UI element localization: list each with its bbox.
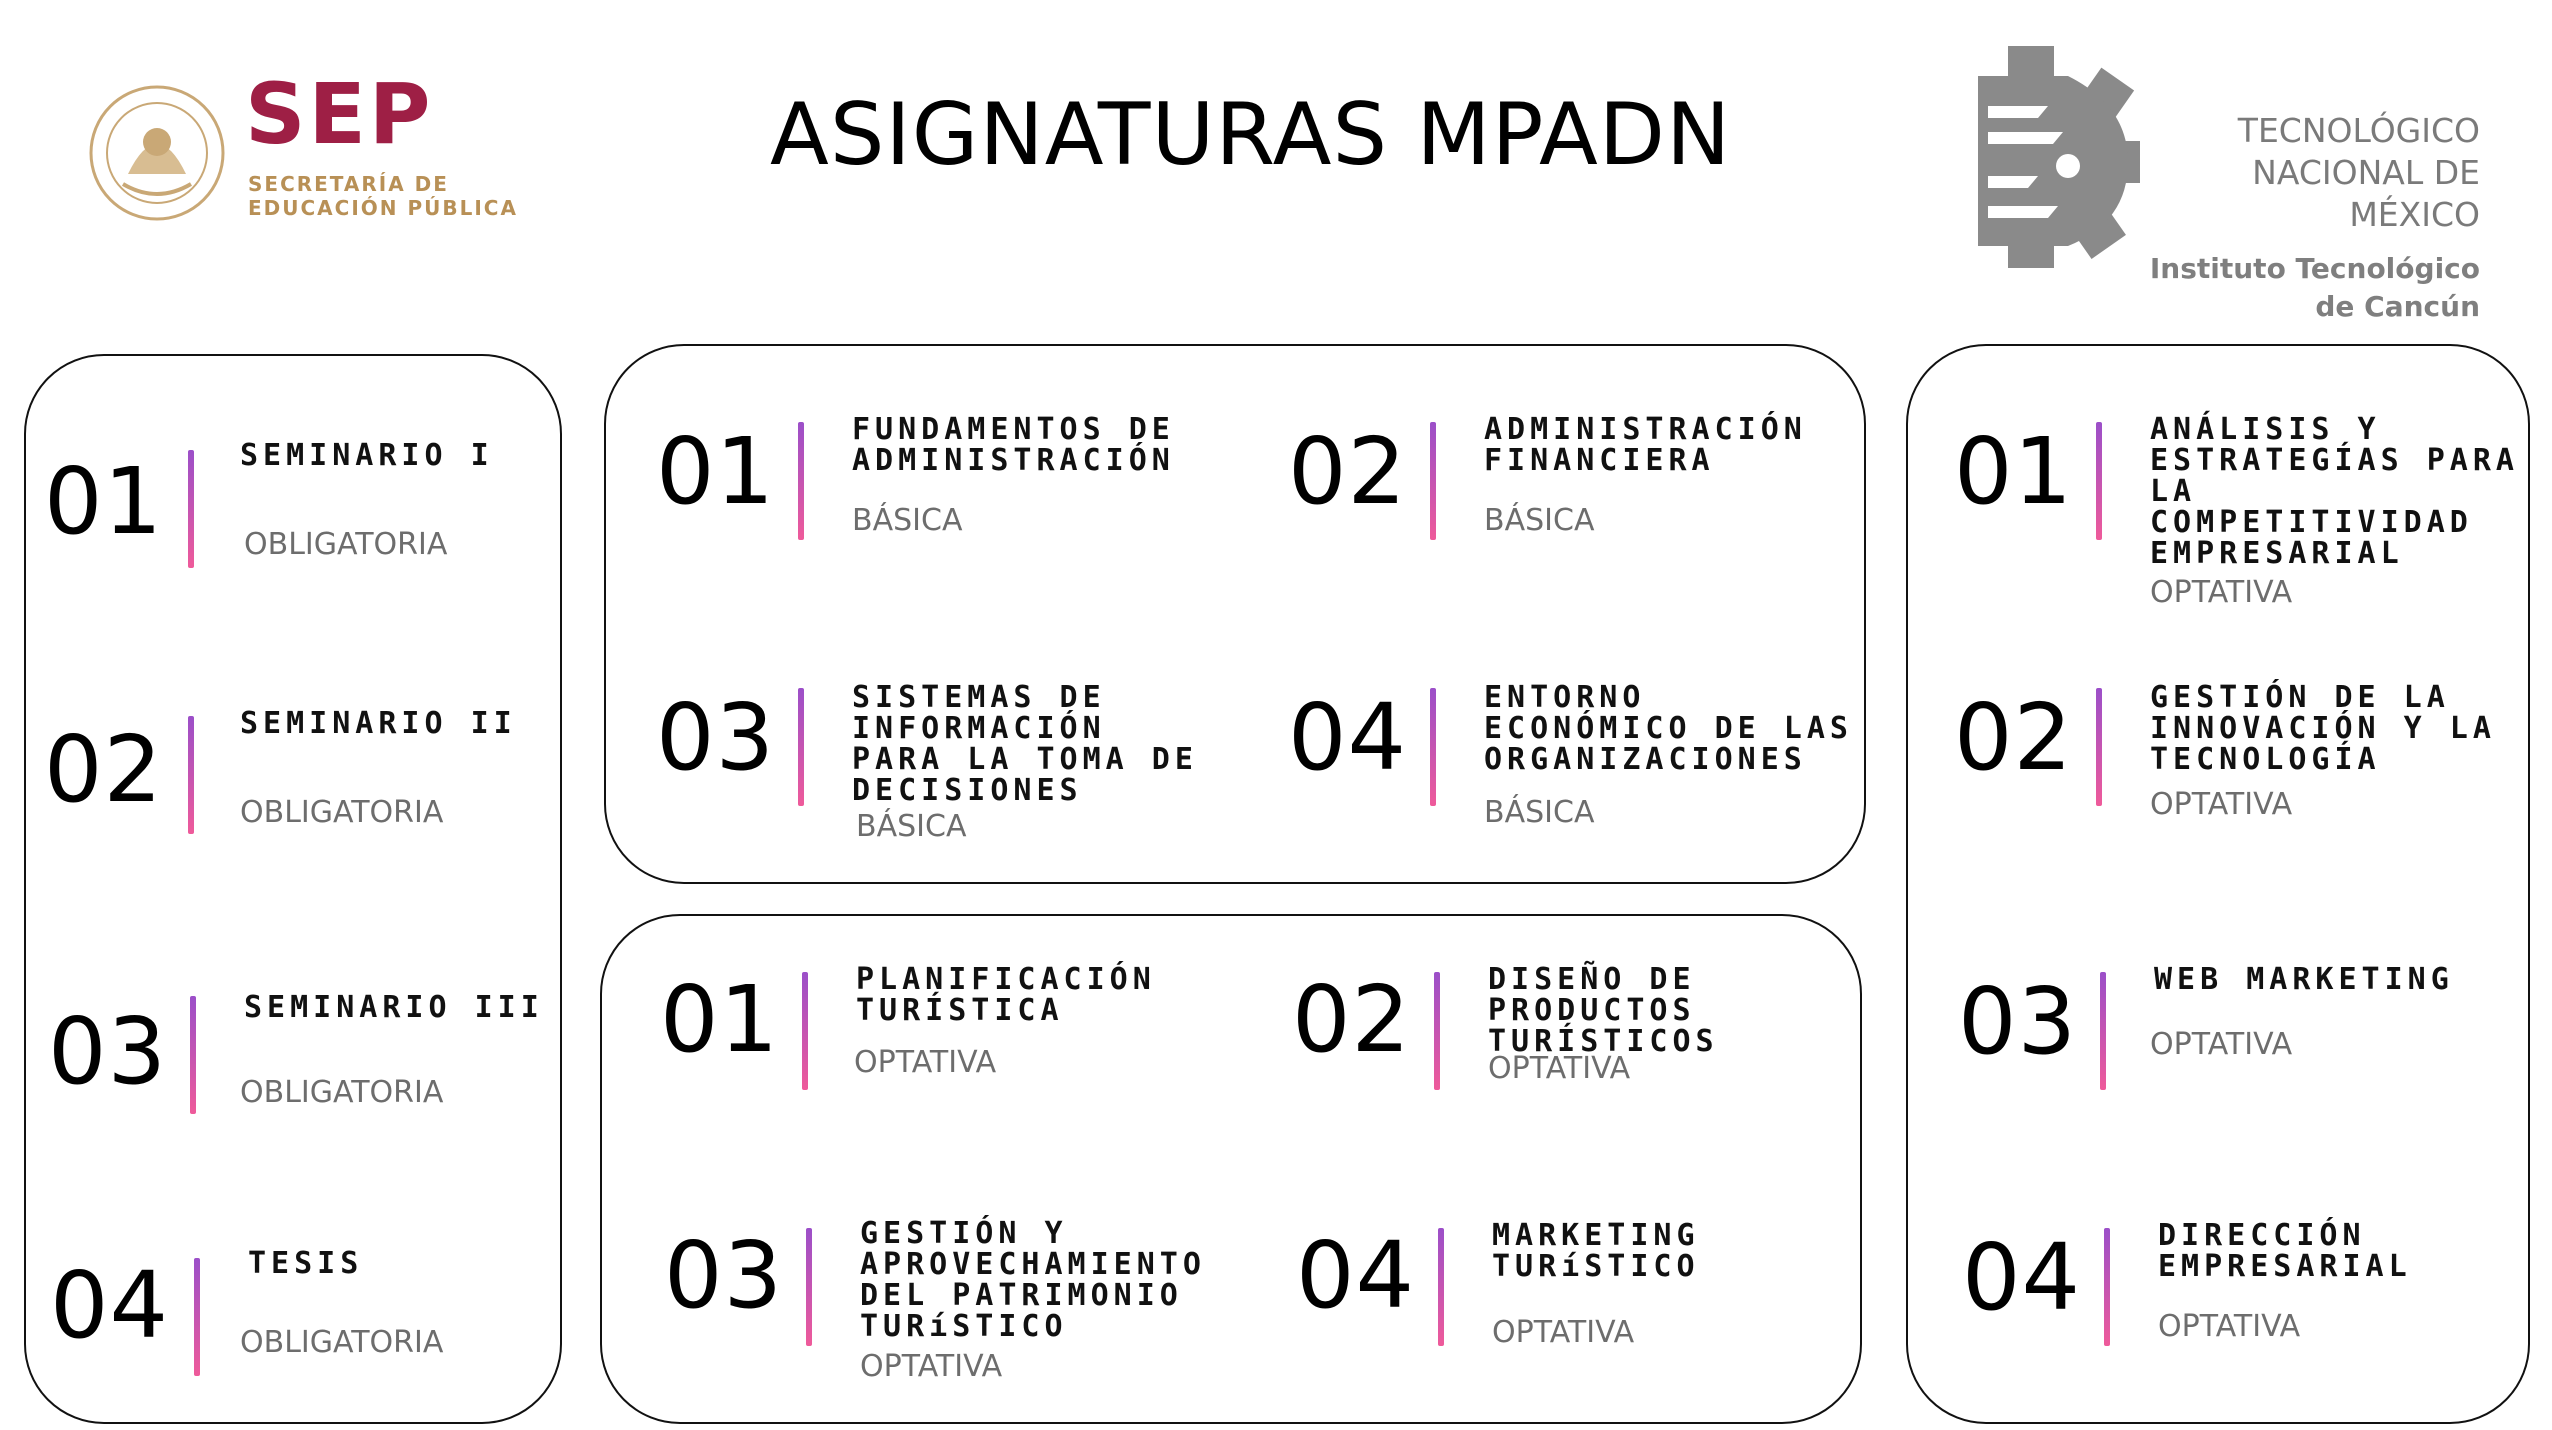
accent-bar: [188, 450, 194, 568]
subject-type: OPTATIVA: [2158, 1309, 2301, 1344]
accent-bar: [194, 1258, 200, 1376]
subject-number: 04: [1296, 1222, 1416, 1329]
accent-bar: [1438, 1228, 1444, 1346]
subject-name: [852, 414, 1175, 476]
subject-number: 02: [1288, 418, 1408, 525]
subject-name-line: ANÁLISIS Y: [2150, 412, 2381, 447]
subject-name-line: INFORMACIÓN: [852, 711, 1106, 746]
subject-name: [860, 1218, 1206, 1342]
subject-type: BÁSICA: [856, 809, 967, 844]
accent-bar: [2104, 1228, 2110, 1346]
subject-name-line: ESTRATEGÍAS PARA: [2150, 443, 2519, 478]
subject-name-line: TURíSTICO: [1492, 1249, 1700, 1284]
subject-type: OPTATIVA: [860, 1349, 1003, 1384]
subject-number: 02: [44, 716, 164, 823]
subject-type: OPTATIVA: [2150, 575, 2293, 610]
sep-logo-word: SEP: [245, 65, 434, 163]
sep-logo-line1: SECRETARÍA DE: [248, 172, 449, 196]
sep-logo-line2: EDUCACIÓN PÚBLICA: [248, 196, 518, 220]
subject-name-line: GESTIÓN DE LA: [2150, 680, 2450, 715]
subject-number: 01: [656, 418, 776, 525]
accent-bar: [802, 972, 808, 1090]
subject-name-line: FINANCIERA: [1484, 443, 1715, 478]
subject-number: 02: [1292, 966, 1412, 1073]
subject-name: TESIS: [248, 1246, 364, 1281]
accent-bar: [798, 688, 804, 806]
subject-name: SEMINARIO I: [240, 438, 494, 473]
subject-number: 02: [1954, 684, 2074, 791]
subject-name: [2150, 682, 2496, 775]
subject-number: 04: [1962, 1224, 2082, 1331]
subject-name: [856, 964, 1156, 1026]
subject-type: BÁSICA: [1484, 795, 1595, 830]
subject-name-line: PLANIFICACIÓN: [856, 962, 1156, 997]
subject-name: [1488, 964, 1719, 1057]
subject-name: [1492, 1220, 1700, 1282]
subject-name: SEMINARIO II: [240, 706, 517, 741]
accent-bar: [1430, 422, 1436, 540]
accent-bar: [2096, 422, 2102, 540]
subject-type: OPTATIVA: [2150, 787, 2293, 822]
subject-name: [852, 682, 1198, 806]
institute-name-line1: Instituto Tecnológico: [2149, 252, 2480, 285]
subject-name: [1484, 682, 1853, 775]
subject-number: 03: [1958, 968, 2078, 1075]
accent-bar: [2096, 688, 2102, 806]
subject-number: 04: [1288, 684, 1408, 791]
sep-seal-logo: [88, 84, 226, 222]
subject-name-line: TURíSTICO: [860, 1309, 1068, 1344]
subject-name-line: SISTEMAS DE: [852, 680, 1106, 715]
accent-bar: [798, 422, 804, 540]
tecnm-name-line2: NACIONAL DE MÉXICO: [2252, 153, 2480, 234]
subject-name-line: PRODUCTOS: [1488, 993, 1696, 1028]
subject-number: 01: [660, 966, 780, 1073]
subject-name-line: ECONÓMICO DE LAS: [1484, 711, 1853, 746]
subject-name-line: TURÍSTICA: [856, 993, 1064, 1028]
subject-name-line: GESTIÓN Y: [860, 1216, 1068, 1251]
subject-name-line: INNOVACIÓN Y LA: [2150, 711, 2496, 746]
subject-type: OBLIGATORIA: [240, 1325, 444, 1360]
subject-name-line: TECNOLOGÍA: [2150, 742, 2381, 777]
subject-type: OBLIGATORIA: [244, 527, 448, 562]
subject-type: BÁSICA: [852, 503, 963, 538]
subject-name-line: DECISIONES: [852, 773, 1083, 808]
tecnm-name-line1: TECNOLÓGICO: [2237, 111, 2480, 150]
subject-type: OPTATIVA: [854, 1045, 997, 1080]
institute-name-line2: de Cancún: [2315, 290, 2480, 323]
subject-name-line: EMPRESARIAL: [2158, 1249, 2412, 1284]
subject-name-line: TURÍSTICOS: [1488, 1024, 1719, 1059]
subject-type: BÁSICA: [1484, 503, 1595, 538]
subject-name-line: LA: [2150, 474, 2197, 509]
subject-name: [2154, 964, 2454, 995]
subject-name-line: ORGANIZACIONES: [1484, 742, 1807, 777]
subject-name: SEMINARIO III: [244, 990, 544, 1025]
subject-name-line: ADMINISTRACIÓN: [1484, 412, 1807, 447]
subject-name: [2150, 414, 2519, 569]
subject-type: OPTATIVA: [1492, 1315, 1635, 1350]
subject-name: [1484, 414, 1807, 476]
accent-bar: [1430, 688, 1436, 806]
accent-bar: [190, 996, 196, 1114]
subject-name-line: DISEÑO DE: [1488, 962, 1696, 997]
subject-name-line: DIRECCIÓN: [2158, 1218, 2366, 1253]
subject-name-line: ADMINISTRACIÓN: [852, 443, 1175, 478]
page-title: ASIGNATURAS MPADN: [770, 85, 1732, 185]
sep-logo-subtitle: [248, 172, 518, 220]
subject-type: OBLIGATORIA: [240, 1075, 444, 1110]
subject-number: 03: [48, 998, 168, 1105]
accent-bar: [806, 1228, 812, 1346]
subject-type: OBLIGATORIA: [240, 795, 444, 830]
subject-name-line: MARKETING: [1492, 1218, 1700, 1253]
subject-type: OPTATIVA: [1488, 1051, 1631, 1086]
subject-name-line: APROVECHAMIENTO: [860, 1247, 1206, 1282]
accent-bar: [188, 716, 194, 834]
subject-number: 01: [1954, 418, 2074, 525]
subject-name-line: FUNDAMENTOS DE: [852, 412, 1175, 447]
accent-bar: [2100, 972, 2106, 1090]
subject-name-line: PARA LA TOMA DE: [852, 742, 1198, 777]
subject-name-line: COMPETITIVIDAD: [2150, 505, 2473, 540]
tecnm-gear-logo: [1968, 46, 2140, 268]
institute-name: [2100, 250, 2480, 326]
accent-bar: [1434, 972, 1440, 1090]
subject-number: 03: [656, 684, 776, 791]
subject-name-line: EMPRESARIAL: [2150, 536, 2404, 571]
subject-number: 03: [664, 1222, 784, 1329]
tecnm-name: [2140, 110, 2480, 236]
subject-name: [2158, 1220, 2412, 1282]
subject-number: 01: [44, 448, 164, 555]
subject-name-line: WEB MARKETING: [2154, 962, 2454, 997]
subject-number: 04: [50, 1252, 170, 1359]
subject-name-line: DEL PATRIMONIO: [860, 1278, 1183, 1313]
subject-name-line: ENTORNO: [1484, 680, 1646, 715]
subject-type: OPTATIVA: [2150, 1027, 2293, 1062]
